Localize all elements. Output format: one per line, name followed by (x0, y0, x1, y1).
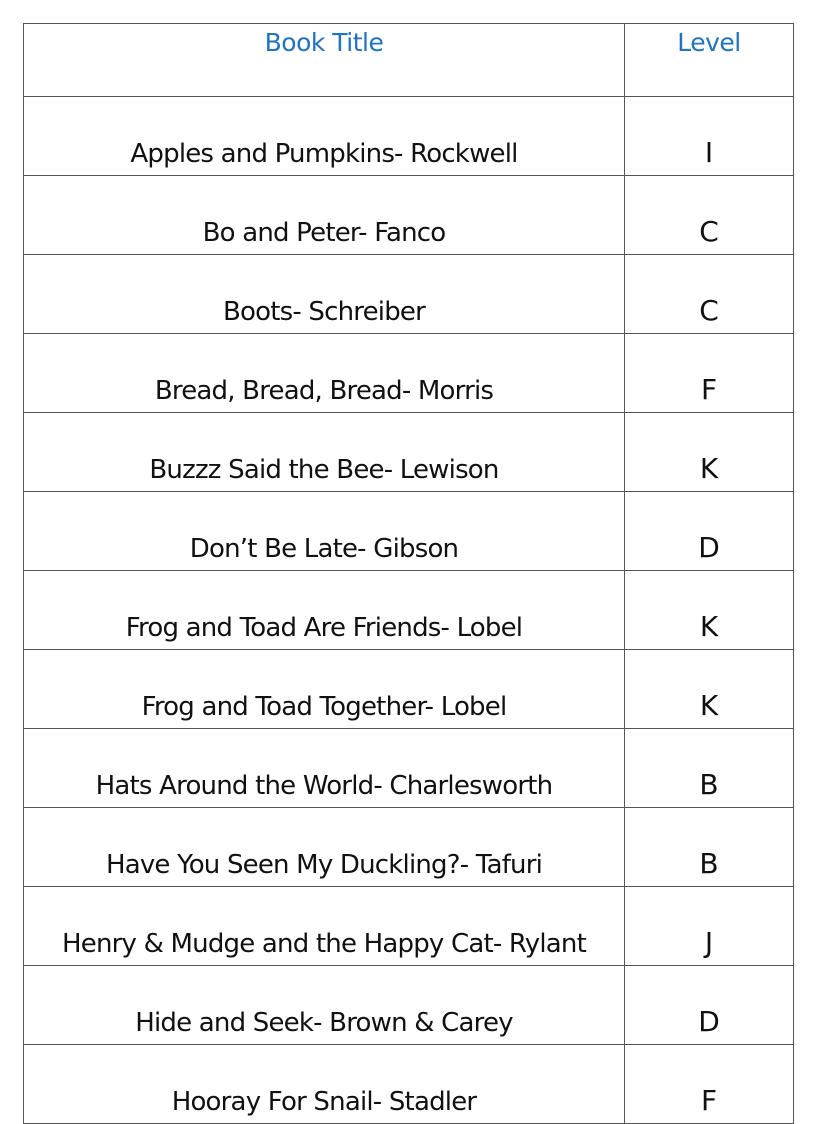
level-cell: D (625, 966, 794, 1045)
level-cell: C (625, 176, 794, 255)
book-title-cell: Henry & Mudge and the Happy Cat- Rylant (24, 887, 625, 966)
level-cell: K (625, 413, 794, 492)
book-title-cell: Hats Around the World- Charlesworth (24, 729, 625, 808)
level-cell: K (625, 571, 794, 650)
level-cell: I (625, 97, 794, 176)
book-title-cell: Apples and Pumpkins- Rockwell (24, 97, 625, 176)
book-level-table (23, 23, 794, 1124)
level-cell: F (625, 334, 794, 413)
level-cell: J (625, 887, 794, 966)
table-row (24, 255, 794, 334)
book-title-cell: Bo and Peter- Fanco (24, 176, 625, 255)
table-row (24, 571, 794, 650)
table-row (24, 413, 794, 492)
level-cell: B (625, 808, 794, 887)
book-title-cell: Boots- Schreiber (24, 255, 625, 334)
book-title-cell: Bread, Bread, Bread- Morris (24, 334, 625, 413)
table-row (24, 966, 794, 1045)
book-title-cell: Don’t Be Late- Gibson (24, 492, 625, 571)
level-cell: C (625, 255, 794, 334)
table-row (24, 808, 794, 887)
header-row (24, 24, 794, 97)
level-cell: F (625, 1045, 794, 1124)
table-row (24, 650, 794, 729)
header-level: Level (625, 24, 794, 97)
table-row (24, 97, 794, 176)
book-title-cell: Frog and Toad Together- Lobel (24, 650, 625, 729)
table-row (24, 729, 794, 808)
book-title-cell: Buzzz Said the Bee- Lewison (24, 413, 625, 492)
level-cell: K (625, 650, 794, 729)
table-row (24, 334, 794, 413)
book-title-cell: Hooray For Snail- Stadler (24, 1045, 625, 1124)
table-row (24, 1045, 794, 1124)
table-row (24, 176, 794, 255)
book-title-cell: Hide and Seek- Brown & Carey (24, 966, 625, 1045)
level-cell: B (625, 729, 794, 808)
book-title-cell: Have You Seen My Duckling?- Tafuri (24, 808, 625, 887)
table-row (24, 887, 794, 966)
header-book-title: Book Title (24, 24, 625, 97)
table-row (24, 492, 794, 571)
book-title-cell: Frog and Toad Are Friends- Lobel (24, 571, 625, 650)
level-cell: D (625, 492, 794, 571)
